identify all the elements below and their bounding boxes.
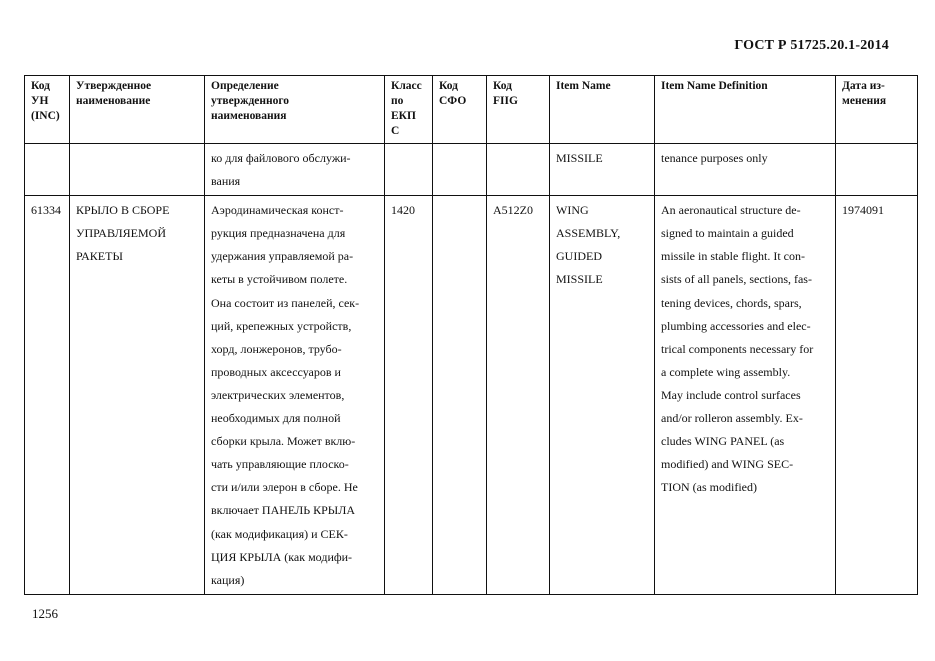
cell-item-definition: tenance purposes only [655,144,836,196]
cell-item-name: WING ASSEMBLY, GUIDED MISSILE [550,196,655,595]
cell-fiig: A512Z0 [487,196,550,595]
table-row [25,144,918,196]
cell-class [385,144,433,196]
data-table [24,75,918,595]
cell-item-name: MISSILE [550,144,655,196]
column-header-inc: Код УН (INC) [25,76,70,144]
table-row [25,196,918,595]
cell-definition: Аэродинамическая конст- рукция предназначена для удержания управляемой ра- кеты в устойчивом полете. Она состоит из панелей, сек- ций, крепежных устройств, хорд, лонжеронов, трубо- проводных аксессуаров и электрических элементов, необходимых для полной сборки крыла. Может вклю- чать управляющие плоско- сти и/или элерон в сборе. Не включает ПАНЕЛЬ КРЫЛА (как модификация) и СЕК- ЦИЯ КРЫЛА (как модифи- кация) [205,196,385,595]
cell-fiig [487,144,550,196]
cell-item-definition: An aeronautical structure de- signed to maintain a guided missile in stable flight. It con- sists of all panels, sections, fas- tening devices, chords, spars, plumbing accessories and elec- trical components necessary for a complete wing assembly. May include control surfaces and/or rolleron assembly. Ex- cludes WING PANEL (as modified) and WING SEC- TION (as modified) [655,196,836,595]
cell-date: 1974091 [836,196,918,595]
cell-date [836,144,918,196]
table-header-row [25,76,918,144]
column-header-sfo: Код СФО [433,76,487,144]
column-header-item-definition: Item Name Definition [655,76,836,144]
column-header-class: Класс по ЕКП С [385,76,433,144]
document-code: ГОСТ Р 51725.20.1-2014 [734,38,889,53]
column-header-definition: Определение утвержденного наименования [205,76,385,144]
column-header-item-name: Item Name [550,76,655,144]
page-number: 1256 [32,606,58,621]
cell-sfo [433,196,487,595]
column-header-date: Дата из- менения [836,76,918,144]
cell-class: 1420 [385,196,433,595]
cell-inc [25,144,70,196]
cell-sfo [433,144,487,196]
cell-approved-name: КРЫЛО В СБОРЕ УПРАВЛЯЕМОЙ РАКЕТЫ [70,196,205,595]
cell-definition: ко для файлового обслужи- вания [205,144,385,196]
cell-approved-name [70,144,205,196]
column-header-approved-name: Утвержденное наименование [70,76,205,144]
column-header-fiig: Код FIIG [487,76,550,144]
cell-inc: 61334 [25,196,70,595]
